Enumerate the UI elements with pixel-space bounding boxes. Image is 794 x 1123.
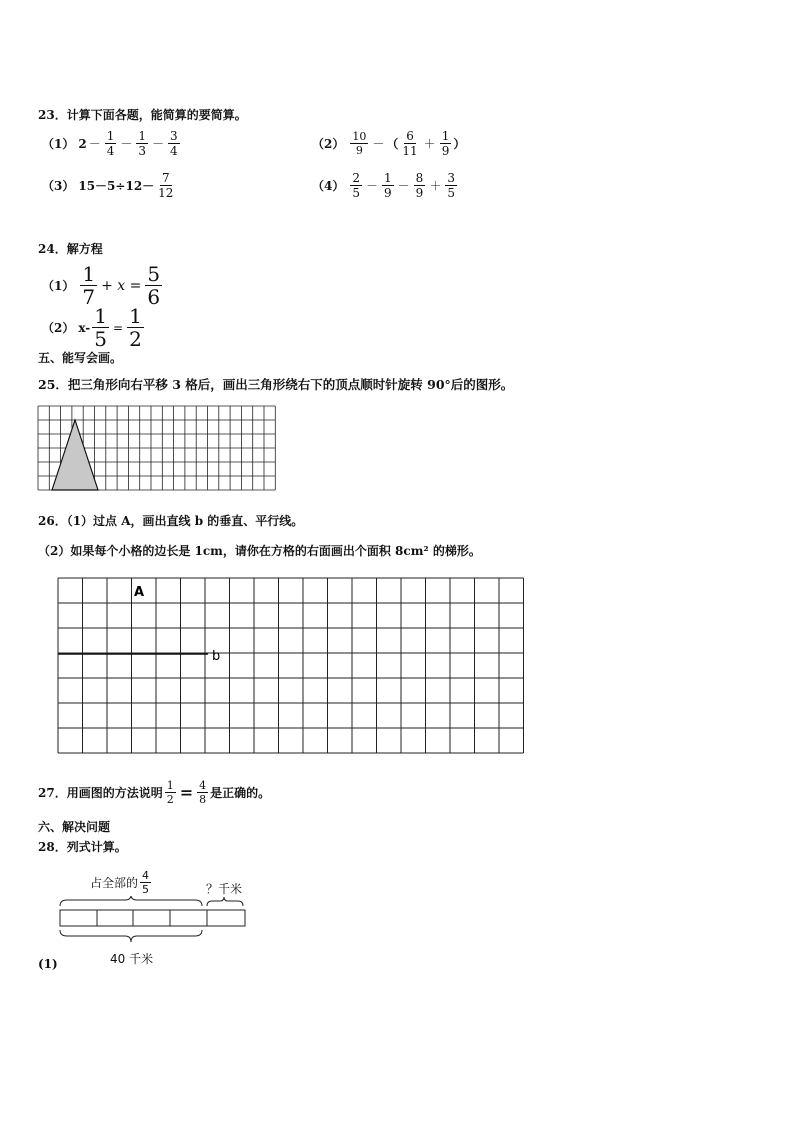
section-5-heading: 五、能写会画。: [38, 351, 123, 365]
q24-2-lead: x-: [78, 320, 91, 335]
q23-2-close: ）: [453, 137, 466, 151]
q24-1-frac2: $\frac{5}{6}$: [147, 262, 161, 309]
q23-2-frac0: $\frac{10}{9}$: [352, 130, 367, 157]
q23-4-frac3: $\frac{8}{9}$: [415, 171, 424, 200]
q27: [38, 780, 270, 805]
q24-1-frac1: $\frac{1}{7}$: [82, 262, 96, 309]
q23-1-frac3: $\frac{3}{4}$: [170, 129, 178, 158]
q27-eq: =: [179, 783, 194, 802]
q27-lead: 27．用画图的方法说明: [38, 786, 163, 800]
q23-1-label: （1）: [42, 137, 75, 151]
q24-1-mid: + x =: [101, 277, 142, 294]
q23-item-4: （4） $\frac{2}{5}$ － $\frac{1}{9}$ － $\frac{8}{9}$ ＋ $\frac{3}{5}$: [312, 171, 455, 200]
q24-2-frac1: $\frac{1}{5}$: [94, 304, 108, 351]
q23-title: 23．计算下面各题，能简算的要简算。: [38, 108, 247, 122]
q28-top-frac: $\frac{4}{5}$: [142, 869, 150, 896]
q28-diagram: [55, 896, 255, 944]
q23-2-label: （2）: [312, 137, 345, 151]
q26-grid: [56, 576, 526, 758]
q27-tail: 是正确的。: [210, 786, 271, 800]
q28-top-label: 占全部的 $\frac{4}{5}$: [90, 869, 150, 896]
q28-bar: [60, 910, 245, 926]
q25-triangle: [52, 420, 98, 490]
q23-2-open: （: [386, 137, 399, 151]
q28-question-label: ？千米: [206, 882, 243, 896]
q23-4-frac2: $\frac{1}{9}$: [384, 171, 392, 200]
q28-small-brace: [207, 897, 243, 906]
q24-2-label: （2）: [42, 321, 75, 335]
q23-item-3: [42, 172, 177, 199]
q23-4-frac4: $\frac{3}{5}$: [447, 171, 455, 200]
q28-top-brace: [60, 896, 202, 906]
q23-3-lead: 15－5÷12－: [78, 179, 155, 193]
line-b-label: b: [212, 649, 221, 664]
q24-2-eq: =: [113, 320, 124, 335]
q26-subtitle: （2）如果每个小格的边长是 1cm，请你在方格的右面画出个面积 8cm² 的梯形。: [38, 544, 481, 558]
q27-frac2: $\frac{4}{8}$: [199, 779, 207, 806]
q24-item-1: [42, 264, 164, 307]
q28-bottom-brace: [60, 930, 202, 942]
q27-frac1: $\frac{1}{2}$: [166, 779, 174, 806]
q23-1-frac1: $\frac{1}{4}$: [106, 129, 115, 158]
q28-part-label: (1): [38, 957, 58, 971]
section-6-heading: 六、解决问题: [38, 820, 111, 834]
q23-item-2: （2） $\frac{10}{9}$ － （ $\frac{6}{11}$ ＋ $\frac{1}{9}$ ）: [312, 129, 466, 158]
q23-2-frac2: $\frac{1}{9}$: [441, 129, 450, 158]
q23-4-label: （4）: [312, 179, 345, 193]
q28-bottom-label: 40 千米: [110, 952, 154, 966]
q23-item-1: （1） 2 － $\frac{1}{4}$ － $\frac{1}{3}$ － $\frac{3}{4}$: [42, 129, 178, 158]
q25-grid: [37, 404, 281, 496]
q24-1-label: （1）: [42, 279, 75, 293]
q25-title: 25．把三角形向右平移 3 格后，画出三角形绕右下的顶点顺时针旋转 90°后的图形。: [38, 377, 514, 392]
q23-3-label: （3）: [42, 179, 75, 193]
q23-1-frac2: $\frac{1}{3}$: [138, 129, 147, 158]
q28-title: 28．列式计算。: [38, 840, 127, 854]
q24-item-2: [42, 306, 146, 349]
q23-2-frac1: $\frac{6}{11}$: [402, 129, 418, 158]
q24-title: 24．解方程: [38, 242, 103, 256]
q24-2-frac2: $\frac{1}{2}$: [129, 304, 142, 351]
q23-3-frac1: $\frac{7}{12}$: [158, 171, 174, 200]
q23-1-lead: 2: [78, 136, 87, 151]
q26-title: 26．（1）过点 A，画出直线 b 的垂直、平行线。: [38, 514, 304, 528]
q23-4-frac1: $\frac{2}{5}$: [352, 171, 360, 200]
point-a-label: A: [134, 585, 145, 600]
